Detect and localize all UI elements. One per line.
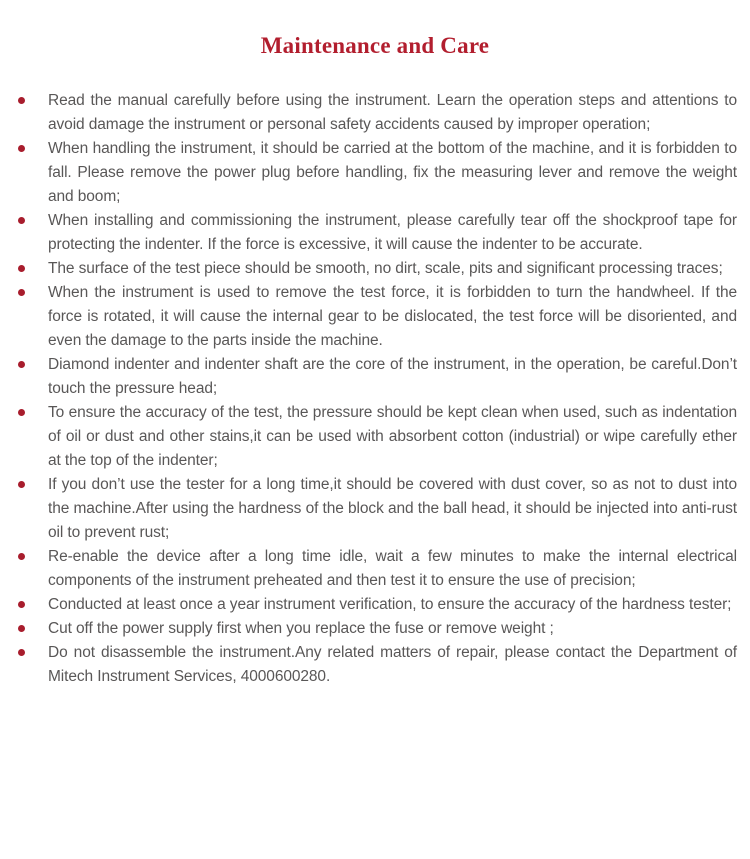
bullet-item-text: To ensure the accuracy of the test, the pressure should be kept clean when used, such as indentation of oil or dust and other stains,it can be used with absorbent cotton (industrial) or wipe carefully ether at the top of the indenter; bbox=[48, 404, 737, 469]
bullet-item-text: Re-enable the device after a long time idle, wait a few minutes to make the internal electrical components of the instrument preheated and then test it to ensure the use of precision; bbox=[48, 548, 737, 589]
list-item bbox=[17, 641, 737, 689]
bullet-icon bbox=[18, 649, 25, 656]
list-item bbox=[17, 593, 737, 617]
bullet-icon bbox=[18, 145, 25, 152]
bullet-item-text: If you don’t use the tester for a long time,it should be covered with dust cover, so as not to dust into the machine.After using the hardness of the block and the ball head, it should be injected into anti-rust oil to prevent rust; bbox=[48, 476, 737, 541]
bullet-icon bbox=[18, 361, 25, 368]
list-item bbox=[17, 545, 737, 593]
bullet-icon bbox=[18, 625, 25, 632]
page-title: Maintenance and Care bbox=[260, 33, 490, 58]
list-item bbox=[17, 89, 737, 137]
bullet-item-text: When the instrument is used to remove the test force, it is forbidden to turn the handwheel. If the force is rotated, it will cause the internal gear to be dislocated, the test force will be disoriented, and even the damage to the parts inside the machine. bbox=[48, 284, 737, 349]
bullet-icon bbox=[18, 289, 25, 296]
bullet-item-text: The surface of the test piece should be smooth, no dirt, scale, pits and significant processing traces; bbox=[48, 260, 723, 277]
list-item bbox=[17, 473, 737, 545]
bullet-list bbox=[17, 89, 737, 689]
bullet-icon bbox=[18, 601, 25, 608]
list-item bbox=[17, 209, 737, 257]
list-item bbox=[17, 353, 737, 401]
bullet-item-text: When installing and commissioning the instrument, please carefully tear off the shockproof tape for protecting the indenter. If the force is excessive, it will cause the indenter to be accurate. bbox=[48, 212, 737, 253]
bullet-item-text: Conducted at least once a year instrument verification, to ensure the accuracy of the hardness tester; bbox=[48, 596, 732, 613]
bullet-item-text: Cut off the power supply first when you replace the fuse or remove weight ; bbox=[48, 620, 554, 637]
list-item bbox=[17, 137, 737, 209]
list-item bbox=[17, 617, 737, 641]
bullet-icon bbox=[18, 265, 25, 272]
bullet-item-text: Read the manual carefully before using the instrument. Learn the operation steps and attentions to avoid damage the instrument or personal safety accidents caused by improper operation; bbox=[48, 92, 737, 133]
bullet-icon bbox=[18, 553, 25, 560]
list-item bbox=[17, 281, 737, 353]
bullet-icon bbox=[18, 409, 25, 416]
list-item bbox=[17, 257, 737, 281]
bullet-icon bbox=[18, 481, 25, 488]
bullet-icon bbox=[18, 97, 25, 104]
bullet-item-text: Diamond indenter and indenter shaft are the core of the instrument, in the operation, be careful.Don’t touch the pressure head; bbox=[48, 356, 737, 397]
bullet-item-text: When handling the instrument, it should be carried at the bottom of the machine, and it is forbidden to fall. Please remove the power plug before handling, fix the measuring lever and remove the weight and boom; bbox=[48, 140, 737, 205]
bullet-icon bbox=[18, 217, 25, 224]
list-item bbox=[17, 401, 737, 473]
bullet-item-text: Do not disassemble the instrument.Any related matters of repair, please contact the Department of Mitech Instrument Services, 4000600280. bbox=[48, 644, 737, 685]
